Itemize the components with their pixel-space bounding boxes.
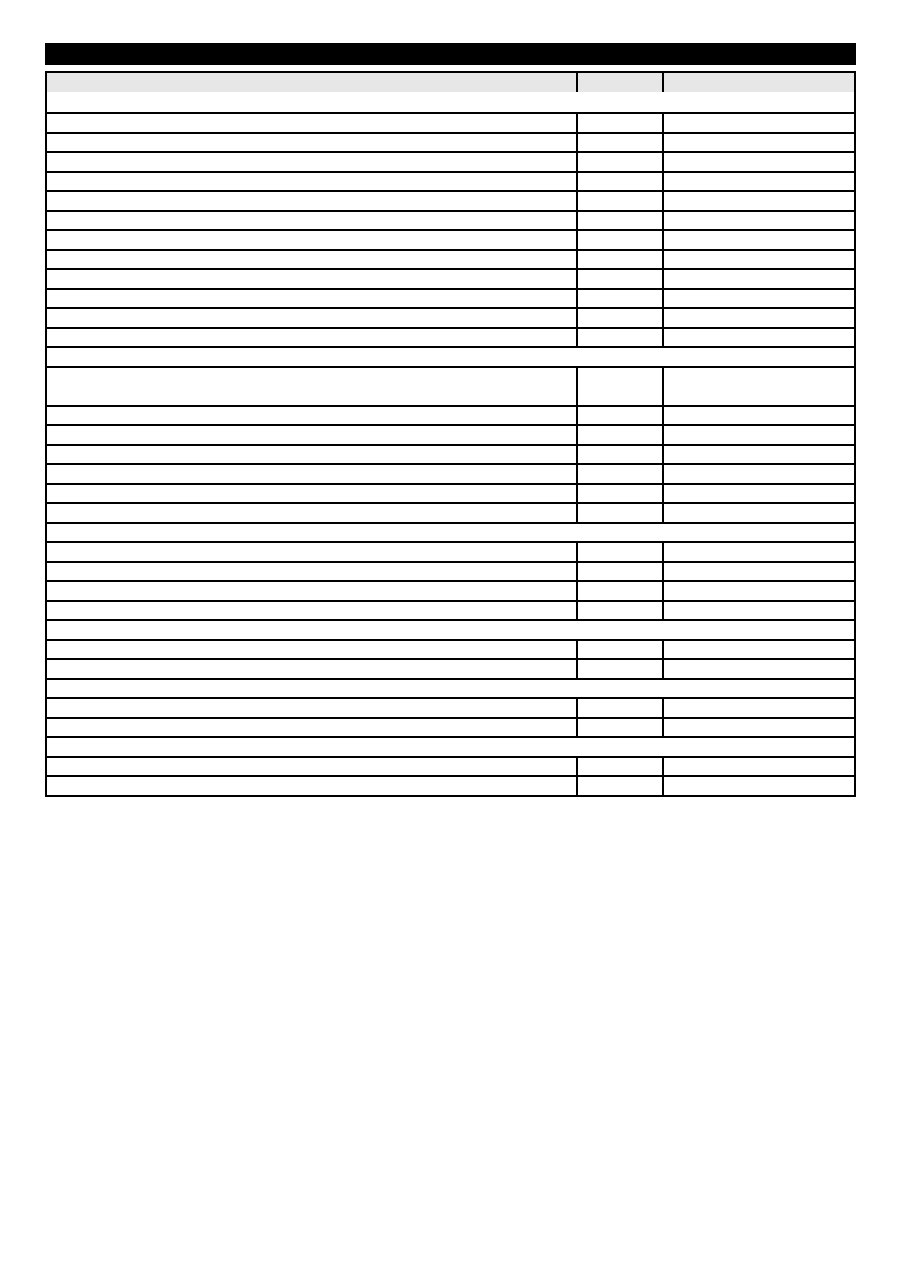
description-cell: [47, 309, 576, 327]
table-row: [47, 171, 854, 191]
description-cell: [47, 290, 576, 308]
value-cell-2: [662, 777, 854, 795]
section-cell: [47, 621, 854, 639]
value-cell-1: [576, 504, 662, 522]
description-cell: [47, 134, 576, 152]
value-cell-1: [576, 290, 662, 308]
description-cell: [47, 582, 576, 600]
table-row: [47, 249, 854, 269]
table-row: [47, 639, 854, 659]
description-cell: [47, 563, 576, 581]
section-divider-row: [47, 678, 854, 698]
value-cell-1: [576, 485, 662, 503]
header-spacer-row: [47, 92, 854, 112]
value-cell-1: [576, 719, 662, 737]
value-cell-1: [576, 602, 662, 620]
table-row: [47, 190, 854, 210]
value-cell-1: [576, 134, 662, 152]
description-cell: [47, 758, 576, 776]
value-cell-2: [662, 602, 854, 620]
table-row: [47, 210, 854, 230]
description-cell: [47, 426, 576, 444]
description-cell: [47, 329, 576, 347]
table-row: [47, 502, 854, 522]
value-cell-1: [576, 270, 662, 288]
section-cell: [47, 348, 854, 366]
description-cell: [47, 231, 576, 249]
document-title-bar: [45, 43, 856, 65]
value-cell-2: [662, 504, 854, 522]
description-cell: [47, 699, 576, 717]
value-cell-1: [576, 114, 662, 132]
table-row: [47, 268, 854, 288]
table-header-row: [47, 73, 854, 92]
table-row: [47, 580, 854, 600]
description-cell: [47, 543, 576, 561]
description-cell: [47, 212, 576, 230]
value-cell-1: [576, 212, 662, 230]
value-cell-1: [576, 192, 662, 210]
value-cell-2: [662, 641, 854, 659]
value-cell-2: [662, 153, 854, 171]
table-row: [47, 483, 854, 503]
value-cell-1: [576, 465, 662, 483]
table-row: [47, 775, 854, 795]
value-cell-2: [662, 446, 854, 464]
table-row: [47, 697, 854, 717]
table-row: [47, 327, 854, 347]
table-row: [47, 151, 854, 171]
section-divider-row: [47, 619, 854, 639]
value-cell-1: [576, 407, 662, 425]
section-divider-row: [47, 522, 854, 542]
section-divider-row: [47, 346, 854, 366]
table-row: [47, 288, 854, 308]
value-cell-1: [576, 309, 662, 327]
value-cell-1: [576, 426, 662, 444]
merged-header-cell: [47, 92, 854, 112]
table-row: [47, 600, 854, 620]
value-cell-1: [576, 582, 662, 600]
description-cell: [47, 173, 576, 191]
value-cell-2: [662, 465, 854, 483]
table-row: [47, 561, 854, 581]
value-cell-2: [662, 212, 854, 230]
description-cell: [47, 465, 576, 483]
table-row: [47, 424, 854, 444]
table-row: [47, 112, 854, 132]
value-cell-1: [576, 758, 662, 776]
description-cell: [47, 504, 576, 522]
description-cell: [47, 777, 576, 795]
value-cell-2: [662, 485, 854, 503]
description-cell: [47, 114, 576, 132]
description-cell: [47, 641, 576, 659]
table-row: [47, 756, 854, 776]
value-cell-2: [662, 368, 854, 405]
blank-form-table: [45, 71, 856, 797]
description-cell: [47, 368, 576, 405]
value-cell-1: [576, 368, 662, 405]
description-cell: [47, 719, 576, 737]
description-cell: [47, 602, 576, 620]
header-cell-col3: [662, 73, 854, 92]
value-cell-2: [662, 543, 854, 561]
value-cell-1: [576, 641, 662, 659]
value-cell-2: [662, 290, 854, 308]
value-cell-1: [576, 173, 662, 191]
value-cell-2: [662, 173, 854, 191]
value-cell-1: [576, 446, 662, 464]
value-cell-2: [662, 582, 854, 600]
header-cell-col2: [576, 73, 662, 92]
description-cell: [47, 270, 576, 288]
value-cell-1: [576, 153, 662, 171]
value-cell-1: [576, 699, 662, 717]
value-cell-2: [662, 407, 854, 425]
table-row: [47, 541, 854, 561]
value-cell-2: [662, 192, 854, 210]
value-cell-1: [576, 251, 662, 269]
table-row: [47, 132, 854, 152]
value-cell-2: [662, 134, 854, 152]
table-row: [47, 463, 854, 483]
table-row: [47, 658, 854, 678]
section-divider-row: [47, 736, 854, 756]
value-cell-2: [662, 426, 854, 444]
value-cell-2: [662, 251, 854, 269]
description-cell: [47, 153, 576, 171]
value-cell-2: [662, 270, 854, 288]
table-row: [47, 307, 854, 327]
section-cell: [47, 680, 854, 698]
description-cell: [47, 446, 576, 464]
value-cell-2: [662, 114, 854, 132]
value-cell-2: [662, 563, 854, 581]
description-cell: [47, 660, 576, 678]
value-cell-1: [576, 563, 662, 581]
section-cell: [47, 738, 854, 756]
value-cell-2: [662, 699, 854, 717]
value-cell-2: [662, 719, 854, 737]
table-row: [47, 229, 854, 249]
value-cell-1: [576, 777, 662, 795]
table-row: [47, 405, 854, 425]
value-cell-2: [662, 329, 854, 347]
table-row: [47, 717, 854, 737]
value-cell-2: [662, 758, 854, 776]
description-cell: [47, 485, 576, 503]
description-cell: [47, 407, 576, 425]
tall-table-row: [47, 366, 854, 405]
value-cell-2: [662, 660, 854, 678]
value-cell-2: [662, 309, 854, 327]
value-cell-1: [576, 231, 662, 249]
description-cell: [47, 192, 576, 210]
value-cell-1: [576, 660, 662, 678]
table-row: [47, 444, 854, 464]
value-cell-1: [576, 329, 662, 347]
section-cell: [47, 524, 854, 542]
description-cell: [47, 251, 576, 269]
value-cell-2: [662, 231, 854, 249]
value-cell-1: [576, 543, 662, 561]
header-cell-description: [47, 73, 576, 92]
